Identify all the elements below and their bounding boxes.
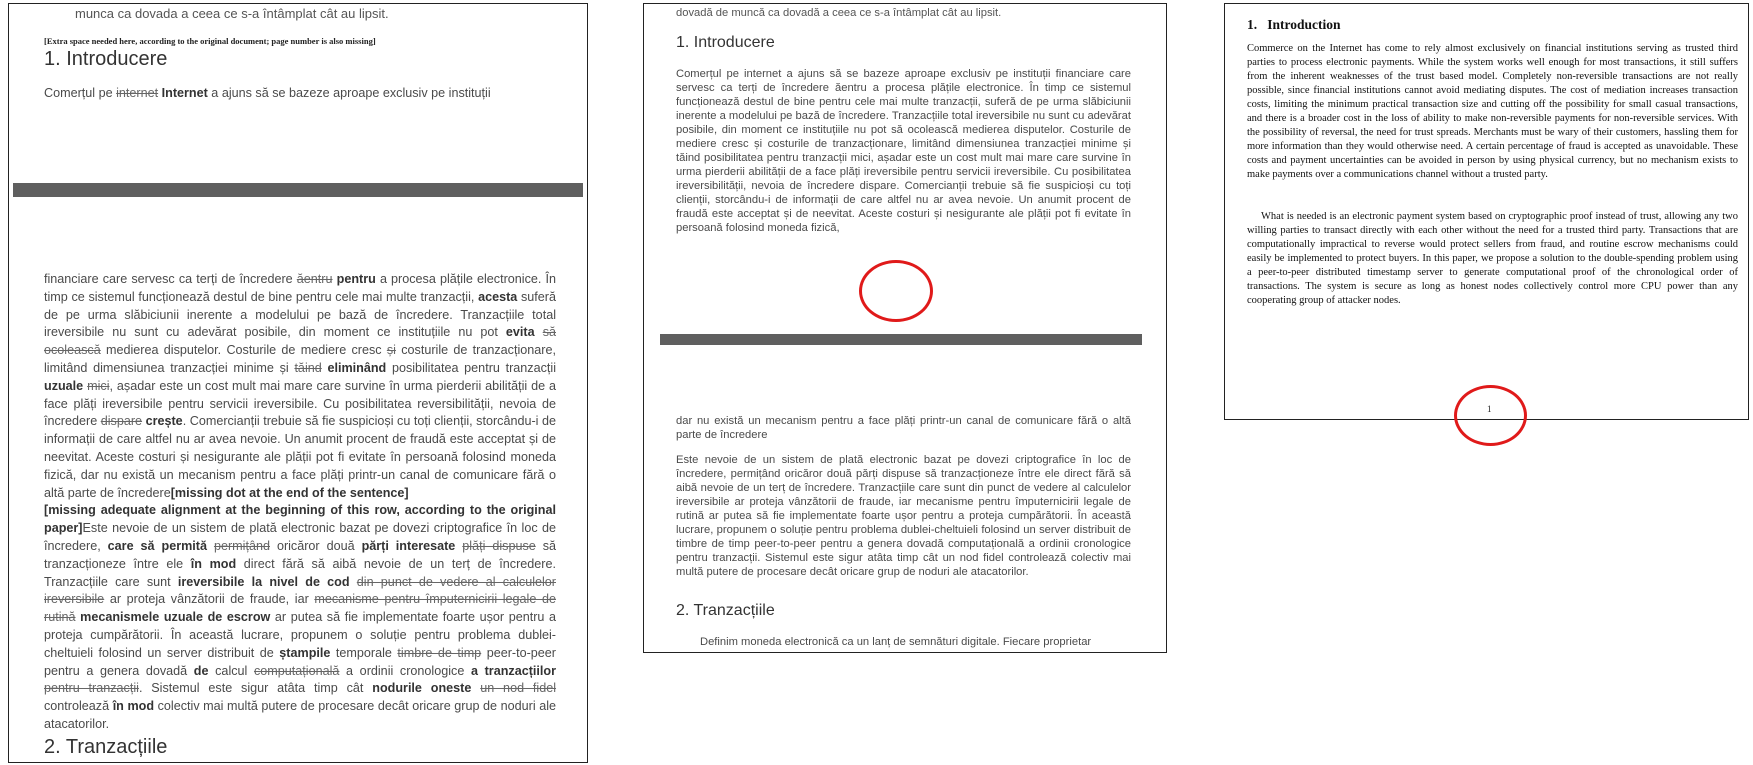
- editor-note: [Extra space needed here, according to the original document; page number is also missing]: [44, 36, 376, 46]
- section-heading-2: 2. Tranzacțiile: [44, 736, 168, 758]
- heading-text: Introduction: [1267, 17, 1341, 32]
- deleted-text: internet: [116, 86, 159, 100]
- translation-page-raw: [643, 3, 1167, 653]
- page-number: 1: [1487, 404, 1492, 414]
- intro-paragraph-1: Commerce on the Internet has come to rely almost exclusively on financial institutions serving as trusted third parties to process electronic payments. While the system works well enough for most transactions, it still suffers from the inherent weaknesses of the trust based model. Completely non-reversible transactions are not really possible, since financial institutions cannot avoid mediating disputes. The cost of mediation increases transaction costs, limiting the minimum practical transaction size and cutting off the possibility for small casual transactions, and there is a broader cost in the loss of ability to make non-reversible payments for non-reversible services. With the possibility of reversal, the need for trust spreads. Merchants must be wary of their customers, hassling them for more information than they would otherwise need. A certain percentage of fraud is accepted as unavoidable. These costs and payment uncertainties can be avoided in person by using physical currency, but no mechanism exists to make payments over a communications channel without a trusted party.: [1247, 43, 1738, 180]
- translation-page-edited: [8, 3, 588, 763]
- continuation-paragraph: dar nu există un mecanism pentru a face plăți printr-un canal de comunicare fără o altă parte de încredere: [676, 415, 1131, 441]
- missing-content-highlight-circle: [859, 260, 933, 322]
- body-paragraph: financiare care servesc ca terți de încredere ăentru pentru a procesa plățile electronice. În timp ce sistemul funcționează destul de bine pentru cele mai multe tranzacții, acesta suferă de pe urma slăbiciunii inerente a modelului pe bază de încredere. Tranzacțiile total ireversibile nu sunt cu adevărat posibile, din moment ce instituțiile nu pot evita să ocolească medierea disputelor. Costurile de mediere cresc și costurile de tranzacționare, limitând dimensiunea tranzacției minime și tăind eliminând posibilitatea pentru tranzacții uzuale mici, așadar este un cost mult mai mare care survine în urma pierderii abilității de a face plăți ireversibile pentru servicii ireversibile. Cu posibilitatea reversibilității, nevoia de încredere dispare crește. Comercianții trebuie să fie suspicioși cu toți clienții, storcându-i de informații de care altfel nu ar avea nevoie. Un anumit procent de fraudă este acceptat și de neevitat. Aceste costuri și nesigurante ale plății pot fi evitate în persoană folosind moneda fizică, dar nu există un mecanism pentru a face plăți printr-un canal de comunicare fără o altă parte de încredere[missing dot at the end of the sentence] [missing adequate alignment at the beginning of this row, according to the original paper]Este nevoie de un sistem de plată electronic bazat pe dovezi criptografice în loc de încredere, care să permită permițând oricăror două părți interesate plăți dispuse să tranzacționeze între ele în mod direct fără să aibă nevoie de un terț de încredere. Tranzacțiile care sunt ireversibile la nivel de cod din punct de vedere al calculelor ireversibile ar proteja vânzătorii de fraude, iar mecanisme pentru împuternicirii legale de rutină mecanismele uzuale de escrow ar putea să fie implementate foarte ușor pentru a proteja cumpărătorii. În această lucrare, propunem o soluție pentru problema dublei-cheltuieli folosind un server distribuit de ștampile temporale timbre de timp peer-to-peer pentru a genera dovadă de calcul computațională a ordinii cronologice a tranzacțiilor pentru tranzacții. Sistemul este sigur atâta timp cât nodurile oneste un nod fidel controlează în mod colectiv mai multă putere de procesare decât oricare grup de noduri ale atacatorilor.: [44, 272, 557, 731]
- page-number-highlight-circle: [1454, 385, 1527, 446]
- body-paragraph: Este nevoie de un sistem de plată electronic bazat pe dovezi criptografice în loc de încredere, permițând oricăror două părți dispuse să tranzacționeze între ele direct fără să aibă nevoie de un terț de încredere. Tranzacțiile care sunt din punct de vedere al calculelor ireversibile ar proteja vânzătorii de fraude, iar mecanisme pentru împuternicirii legale de rutină ar putea să fie implementate foarte ușor pentru a proteja cumpărătorii. În această lucrare, propunem o soluție pentru problema dublei-cheltuieli folosind un server distribuit de timbre de timp peer-to-peer pentru a genera dovadă computațională a ordinii cronologice pentru tranzacții. Sistemul este sigur atâta timp cât un nod fidel controlează colectiv mai multă putere de procesare decât oricare grup de noduri ale atacatorilor.: [676, 454, 1131, 578]
- page-break-band: [660, 334, 1142, 345]
- original-paper-page: [1224, 3, 1749, 420]
- top-line: munca ca dovada a ceea ce s-a întâmplat cât au lipsit.: [75, 6, 389, 21]
- intro-paragraph-2: What is needed is an electronic payment system based on cryptographic proof instead of trust, allowing any two willing parties to transact directly with each other without the need for a trusted third party. Transactions that are computationally impractical to reverse would protect sellers from fraud, and routine escrow mechanisms could easily be implemented to protect buyers. In this paper, we propose a solution to the double-spending problem using a peer-to-peer distributed timestamp server to generate computational proof of the chronological order of transactions. The system is secure as long as honest nodes collectively control more CPU power than any cooperating group of attacker nodes.: [1247, 211, 1738, 306]
- heading-number: 1.: [1247, 17, 1258, 32]
- section-heading: [1247, 17, 1341, 33]
- section-heading: 1. Introducere: [676, 34, 775, 51]
- section-heading: 1. Introducere: [44, 48, 168, 70]
- section-heading-2: 2. Tranzacțiile: [676, 602, 775, 619]
- last-line: Definim moneda electronică ca un lanț de semnături digitale. Fiecare proprietar: [700, 636, 1092, 648]
- page-break-band: [13, 183, 583, 197]
- intro-paragraph: Comerțul pe internet a ajuns să se bazeze aproape exclusiv pe instituții financiare care servesc ca terți de încredere ăentru a procesa plățile electronice. În timp ce sistemul funcționează destul de bine pentru cele mai multe tranzacții, suferă de pe urma slăbiciunii inerente a modelului pe bază de încredere. Tranzacțiile total ireversibile nu sunt cu adevărat posibile, din moment ce instituțiile nu pot să ocolească medierea disputelor. Costurile de mediere cresc și costurile de tranzacționare, limitând dimensiunea tranzacției minime și tăind posibilitatea pentru tranzacții mici, așadar este un cost mult mai mare care survine în urma pierderii abilității de a face plăți ireversibile pentru servicii ireversibile. Cu posibilitatea ireversibilității, nevoia de încredere dispare. Comercianții trebuie să fie suspicioși cu toți clienții, storcându-i de informații de care altfel nu ar avea nevoie. Un anumit procent de fraudă este acceptat și de neevitat. Aceste costuri și nesigurante ale plății pot fi evitate în persoană folosind moneda fizică,: [676, 68, 1131, 234]
- inserted-text: Internet: [161, 86, 208, 100]
- top-line: dovadă de muncă ca dovadă a ceea ce s-a întâmplat cât au lipsit.: [676, 7, 1002, 19]
- intro-line: Comerțul pe internet Internet a ajuns să se bazeze aproape exclusiv pe instituții: [44, 86, 491, 100]
